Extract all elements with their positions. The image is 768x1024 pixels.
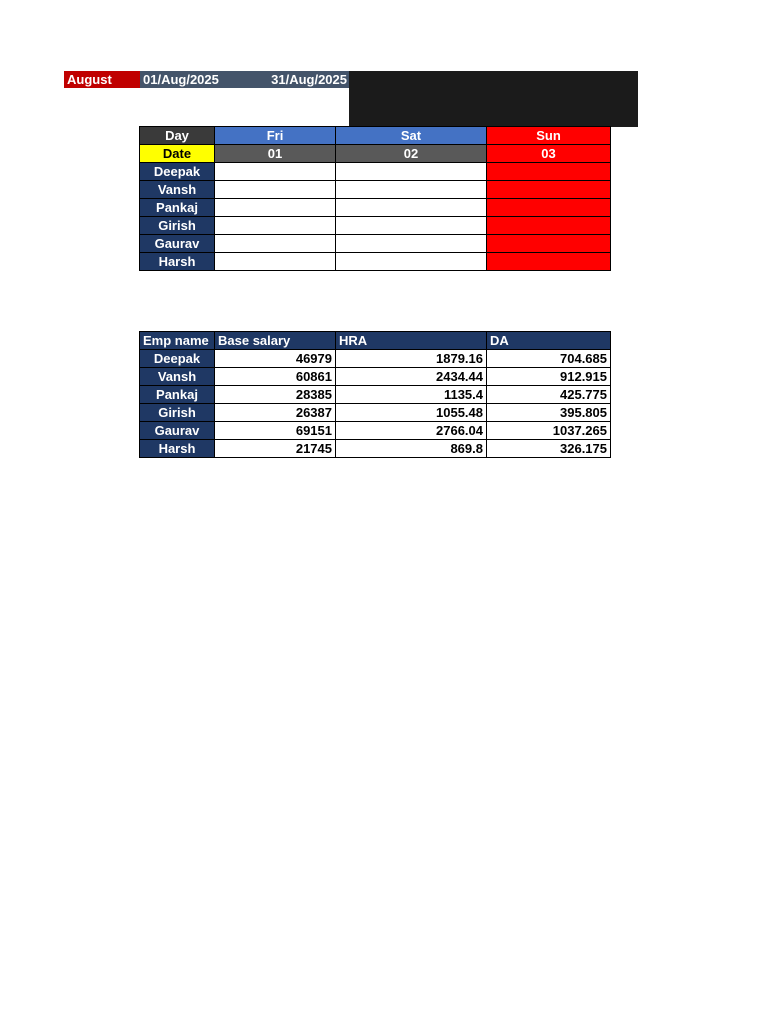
date-label-cell[interactable]: Date — [140, 145, 215, 163]
schedule-row — [140, 217, 611, 235]
schedule-row — [140, 181, 611, 199]
dark-header-block — [349, 71, 638, 127]
schedule-row — [140, 253, 611, 271]
employee-name-cell[interactable]: Deepak — [140, 350, 215, 368]
base-salary-cell[interactable]: 46979 — [215, 350, 336, 368]
schedule-row — [140, 163, 611, 181]
da-cell[interactable]: 395.805 — [487, 404, 611, 422]
attendance-cell[interactable] — [336, 163, 487, 181]
salary-row — [140, 368, 611, 386]
da-cell[interactable]: 326.175 — [487, 440, 611, 458]
date-row — [140, 145, 611, 163]
employee-name-cell[interactable]: Girish — [140, 404, 215, 422]
salary-row — [140, 440, 611, 458]
employee-name-cell[interactable]: Harsh — [140, 440, 215, 458]
attendance-cell[interactable] — [336, 181, 487, 199]
employee-name-cell[interactable]: Pankaj — [140, 386, 215, 404]
schedule-row — [140, 199, 611, 217]
day-cell-weekend[interactable]: Sun — [487, 127, 611, 145]
attendance-cell[interactable] — [336, 253, 487, 271]
employee-name-cell[interactable]: Vansh — [140, 368, 215, 386]
employee-name-cell[interactable]: Vansh — [140, 181, 215, 199]
hra-cell[interactable]: 2766.04 — [336, 422, 487, 440]
column-header[interactable]: Base salary — [215, 332, 336, 350]
salary-row — [140, 404, 611, 422]
hra-cell[interactable]: 1879.16 — [336, 350, 487, 368]
attendance-cell[interactable] — [215, 253, 336, 271]
da-cell[interactable]: 704.685 — [487, 350, 611, 368]
column-header[interactable]: Emp name — [140, 332, 215, 350]
attendance-cell[interactable] — [215, 217, 336, 235]
base-salary-cell[interactable]: 26387 — [215, 404, 336, 422]
salary-table — [139, 331, 611, 458]
date-cell[interactable]: 01 — [215, 145, 336, 163]
employee-name-cell[interactable]: Girish — [140, 217, 215, 235]
attendance-cell-weekend[interactable] — [487, 235, 611, 253]
salary-header-row — [140, 332, 611, 350]
attendance-cell-weekend[interactable] — [487, 253, 611, 271]
da-cell[interactable]: 425.775 — [487, 386, 611, 404]
hra-cell[interactable]: 869.8 — [336, 440, 487, 458]
hra-cell[interactable]: 1055.48 — [336, 404, 487, 422]
attendance-cell-weekend[interactable] — [487, 181, 611, 199]
attendance-cell-weekend[interactable] — [487, 199, 611, 217]
schedule-table — [139, 126, 611, 271]
hra-cell[interactable]: 1135.4 — [336, 386, 487, 404]
date-cell[interactable]: 02 — [336, 145, 487, 163]
column-header[interactable]: HRA — [336, 332, 487, 350]
attendance-cell-weekend[interactable] — [487, 217, 611, 235]
salary-row — [140, 386, 611, 404]
hra-cell[interactable]: 2434.44 — [336, 368, 487, 386]
employee-name-cell[interactable]: Gaurav — [140, 422, 215, 440]
employee-name-cell[interactable]: Gaurav — [140, 235, 215, 253]
salary-row — [140, 350, 611, 368]
da-cell[interactable]: 912.915 — [487, 368, 611, 386]
base-salary-cell[interactable]: 21745 — [215, 440, 336, 458]
salary-row — [140, 422, 611, 440]
attendance-cell[interactable] — [215, 235, 336, 253]
attendance-cell[interactable] — [215, 163, 336, 181]
employee-name-cell[interactable]: Pankaj — [140, 199, 215, 217]
day-label-cell[interactable]: Day — [140, 127, 215, 145]
attendance-cell[interactable] — [336, 235, 487, 253]
column-header[interactable]: DA — [487, 332, 611, 350]
employee-name-cell[interactable]: Deepak — [140, 163, 215, 181]
start-date: 01/Aug/2025 — [143, 72, 219, 87]
attendance-cell[interactable] — [215, 181, 336, 199]
base-salary-cell[interactable]: 69151 — [215, 422, 336, 440]
attendance-cell-weekend[interactable] — [487, 163, 611, 181]
day-cell[interactable]: Sat — [336, 127, 487, 145]
schedule-row — [140, 235, 611, 253]
day-cell[interactable]: Fri — [215, 127, 336, 145]
base-salary-cell[interactable]: 60861 — [215, 368, 336, 386]
day-row — [140, 127, 611, 145]
da-cell[interactable]: 1037.265 — [487, 422, 611, 440]
attendance-cell[interactable] — [336, 217, 487, 235]
end-date: 31/Aug/2025 — [271, 72, 347, 87]
attendance-cell[interactable] — [215, 199, 336, 217]
attendance-cell[interactable] — [336, 199, 487, 217]
employee-name-cell[interactable]: Harsh — [140, 253, 215, 271]
base-salary-cell[interactable]: 28385 — [215, 386, 336, 404]
date-range[interactable] — [140, 71, 349, 88]
month-label[interactable]: August — [64, 71, 140, 88]
date-cell-weekend[interactable]: 03 — [487, 145, 611, 163]
